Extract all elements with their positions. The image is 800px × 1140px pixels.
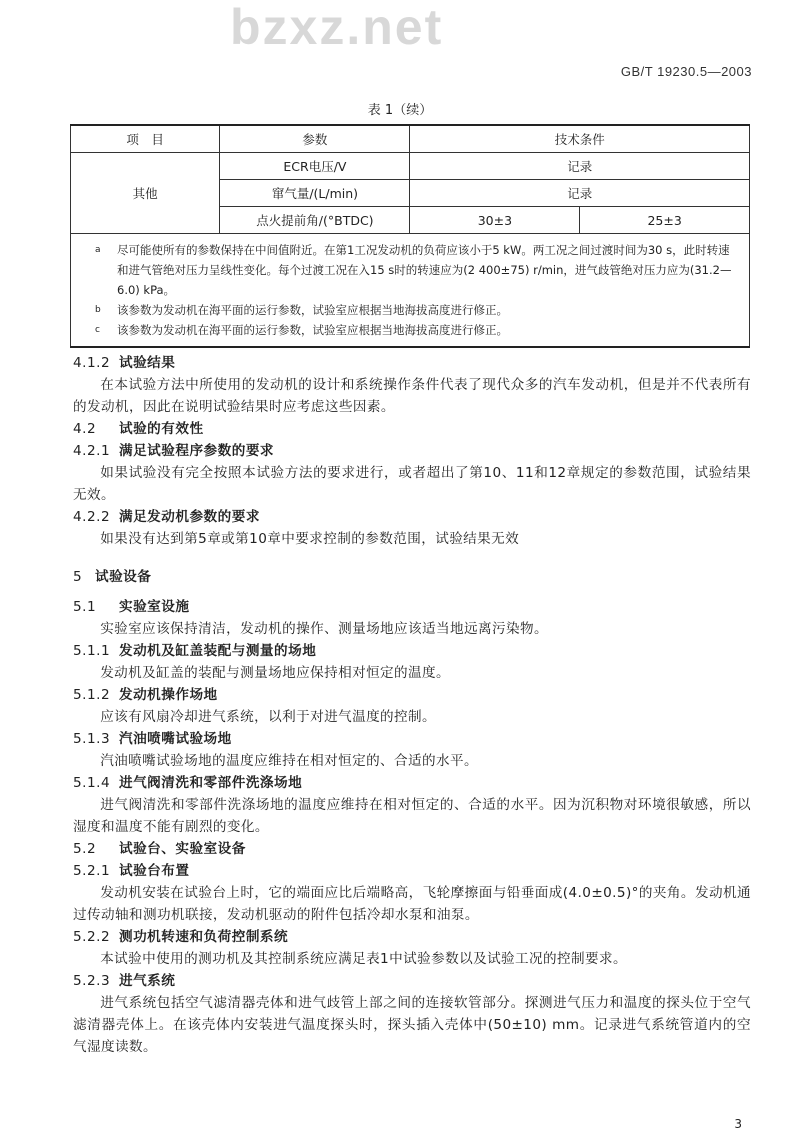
section-title: 实验室设施 [119,599,190,615]
section-heading [73,566,751,588]
section-heading [73,684,751,706]
footnote-text: 尽可能使所有的参数保持在中间值附近。在第1工况发动机的负荷应该小于5 kW。两工况之间过渡时间为30 s，此时转速和进气管绝对压力呈线性变化。每个过渡工况在入15 s时的转速应为(2 400±75) r/min，进气歧管绝对压力应为(31.2—6.0) kPa。 [117,243,732,297]
section-title: 试验的有效性 [119,421,204,437]
page-number: 3 [734,1117,742,1131]
cond-cell: 记录 [410,180,750,207]
cond-cell: 25±3 [580,207,750,234]
section-heading [73,352,751,374]
section-heading [73,772,751,794]
header-item: 项 目 [71,125,220,153]
document-body [73,352,751,1058]
section-title: 进气阀清洗和零部件洗涤场地 [119,775,303,791]
param-cell: 点火提前角/(°BTDC) [220,207,410,234]
header-cond: 技术条件 [410,125,750,153]
section-number: 5.1.4 [73,775,111,791]
footnote-mark: a [95,245,101,255]
section-paragraph: 发动机安装在试验台上时，它的端面应比后端略高，飞轮摩擦面与铅垂面成(4.0±0.5)°的夹角。发动机通过传动轴和测功机联接，发动机驱动的附件包括冷却水泵和油泵。 [73,885,751,923]
section-number: 5.2 [73,841,97,857]
section-paragraph: 在本试验方法中所使用的发动机的设计和系统操作条件代表了现代众多的汽车发动机，但是并不代表所有的发动机，因此在说明试验结果时应考虑这些因素。 [73,377,751,415]
section-heading [73,506,751,528]
section-title: 试验设备 [95,569,152,585]
section-number: 5.2.3 [73,973,111,989]
section-paragraph: 进气阀清洗和零部件洗涤场地的温度应维持在相对恒定的、合适的水平。因为沉积物对环境很敏感，所以湿度和温度不能有剧烈的变化。 [73,797,751,835]
cond-cell: 记录 [410,153,750,180]
footnote-mark: c [95,325,100,335]
section-title: 试验结果 [119,355,176,371]
table-row [71,153,750,180]
section-number: 5.2.2 [73,929,111,945]
section-paragraph: 如果试验没有完全按照本试验方法的要求进行，或者超出了第10、11和12章规定的参数范围，试验结果无效。 [73,465,751,503]
standard-number: GB/T 19230.5—2003 [620,64,752,79]
section-number: 4.2.1 [73,443,111,459]
section-heading [73,970,751,992]
footnote-text: 该参数为发动机在海平面的运行参数，试验室应根据当地海拔高度进行修正。 [117,303,508,317]
section-number: 5.1.2 [73,687,111,703]
section-heading [73,596,751,618]
footnote [95,300,739,320]
content-flow [70,124,750,1058]
section-heading [73,418,751,440]
section-number: 5.1.1 [73,643,111,659]
section-paragraph: 如果没有达到第5章或第10章中要求控制的参数范围，试验结果无效 [100,531,520,547]
section-title: 试验台、实验室设备 [119,841,246,857]
footnote [95,240,739,300]
watermark: bzxz.net [230,0,444,55]
section-paragraph: 汽油喷嘴试验场地的温度应维持在相对恒定的、合适的水平。 [100,753,479,769]
section-title: 发动机及缸盖装配与测量的场地 [119,643,317,659]
footnotes-row [71,234,750,348]
section-title: 满足发动机参数的要求 [119,509,260,525]
section-title: 进气系统 [119,973,176,989]
section-heading [73,838,751,860]
section-number: 5 [73,569,83,585]
footnotes [71,234,750,348]
section-number: 5.1.3 [73,731,111,747]
section-number: 5.1 [73,599,97,615]
table-header-row [71,125,750,153]
section-heading [73,860,751,882]
section-paragraph: 发动机及缸盖的装配与测量场地应保持相对恒定的温度。 [100,665,451,681]
section-paragraph: 本试验中使用的测功机及其控制系统应满足表1中试验参数以及试验工况的控制要求。 [100,951,628,967]
section-title: 满足试验程序参数的要求 [119,443,275,459]
parameter-table [70,124,750,348]
footnote [95,320,739,340]
section-number: 4.1.2 [73,355,111,371]
section-title: 测功机转速和负荷控制系统 [119,929,289,945]
param-cell: 窜气量/(L/min) [220,180,410,207]
footnote-text: 该参数为发动机在海平面的运行参数，试验室应根据当地海拔高度进行修正。 [117,323,508,337]
section-paragraph: 实验室应该保持清洁，发动机的操作、测量场地应该适当地远离污染物。 [100,621,548,637]
header-param: 参数 [220,125,410,153]
section-number: 5.2.1 [73,863,111,879]
param-cell: ECR电压/V [220,153,410,180]
section-title: 汽油喷嘴试验场地 [119,731,232,747]
section-number: 4.2 [73,421,97,437]
table-caption: 表 1（续） [367,103,433,118]
section-heading [73,440,751,462]
section-heading [73,926,751,948]
section-paragraph: 应该有风扇冷却进气系统，以利于对进气温度的控制。 [100,709,437,725]
section-paragraph: 进气系统包括空气滤清器壳体和进气歧管上部之间的连接软管部分。探测进气压力和温度的探头位于空气滤清器壳体上。在该壳体内安装进气温度探头时，探头插入壳体中(50±10) mm。记录进气系统管道内的空气湿度读数。 [73,995,751,1055]
section-title: 试验台布置 [119,863,190,879]
section-title: 发动机操作场地 [119,687,218,703]
group-cell: 其他 [71,153,220,234]
section-number: 4.2.2 [73,509,111,525]
section-heading [73,728,751,750]
footnote-mark: b [95,305,101,315]
section-heading [73,640,751,662]
cond-cell: 30±3 [410,207,580,234]
